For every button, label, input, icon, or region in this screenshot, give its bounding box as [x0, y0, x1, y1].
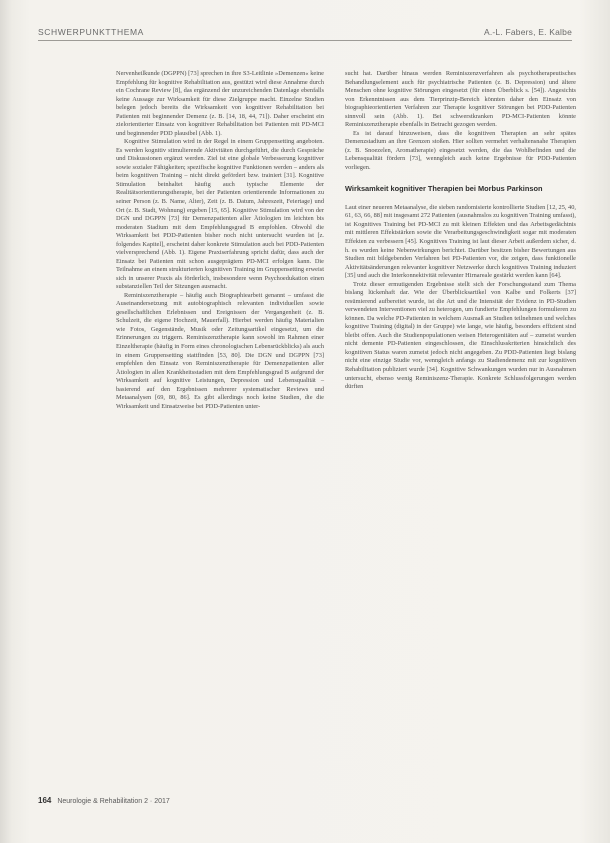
paragraph: Reminiszenztherapie – häufig auch Biographiearbeit genannt – umfasst die Auseinandersetzung mit autobiographisch relevanten individuellen sowie gesellschaftlichen Erlebnissen und Ereignissen der Vergangenheit (z. B. Schulzeit, die eigene Hochzeit, Mauerfall). Hierbei werden häufig Materialien wie Fotos, Gegenstände, Musik oder Zeitungsartikel eingesetzt, um die Erinnerungen zu triggern. Reminiszenztherapie kann sowohl im Rahmen einer Einzeltherapie (häufig in Form eines chronologischen Lebensrückblicks) als auch in einem Gruppensetting stattfinden [53, 80]. Die DGN und DGPPN [73] empfehlen den Einsatz von Reminiszenztherapie für Demenzpatienten aller Ätiologien in allen Krankheitsstadien mit dem Empfehlungsgrad B aufgrund der Wirksamkeit auf kognitive Leistungen, Depression und Lebensqualität – basierend auf den Ergebnissen mehrerer systematischer Reviews und Metaanalysen [69, 80, 86]. Es gibt allerdings noch keine Studien, die die Wirksamkeit und Einsatzweise bei PDD-Patienten unter- — [116, 291, 324, 410]
paragraph: Trotz dieser ermutigenden Ergebnisse stellt sich der Forschungsstand zum Thema bislang lückenhaft dar. Wie der Überblicksartikel von Kalbe und Folkerts [37] resümierend aufbereitet wurde, ist die Art und die Intensität der Evidenz in PD-Studien verwendeten Interventionen viel zu heterogen, um fundierte Empfehlungen formulieren zu können. Da welche PD-Patienten in welchem Ausmaß an Studien teilnehmen und welches kognitive Training (digital) in der Gruppe) wie lange, wie häufig, besonders effizient sind bleibt offen. Auch die Studienpopulationen weisen Heterogenitäten auf – zumeist wurden nicht demente PD-Patienten eingeschlossen, die Einschlusskriterien hinsichtlich des kognitiven Status waren zumeist jedoch nicht angegeben. Zu PDD-Patienten liegt bislang nicht eine einzige Studie vor, wenngleich anfangs zu Stadiendemenz mit zur kognitiven Rehabilitation publiziert wurde [34]. Kognitive Schwankungen wurden nur in Ausnahmen untersucht, ebenso wenig Reminiszenz-Therapie. Konkrete Schlussfolgerungen werden dürften — [345, 280, 576, 391]
page-fold-shadow — [0, 0, 12, 843]
author-names: A.-L. Fabers, E. Kalbe — [483, 27, 572, 37]
right-column — [345, 70, 576, 392]
left-column — [116, 70, 324, 411]
paragraph: Kognitive Stimulation wird in der Regel in einem Gruppensetting angeboten. Es werden kognitiv stimulierende Aktivitäten durchgeführt, die durch Gespräche und Diskussionen ergänzt werden. Ziel ist eine globale Verbesserung kognitiver sowie sozialer Fähigkeiten; spezifische kognitive Funktionen werden – anders als beim kognitiven Training – nicht direkt gefördert bzw. trainiert [31]. Kognitive Stimulation beinhaltet häufig auch typische Elemente der Realitätsorientierungstherapie, bei der Patienten orientierende Informationen zu seiner Person (z. B. Name, Alter), Zeit (z. B. Datum, Jahreszeit, Feiertage) und Ort (z. B. Stadt, Wohnung) ergeben [15, 65]. Kognitive Stimulation wird von der DGN und DGPPN [73] für Demenzpatienten aller Ätiologien im leichten bis moderaten Stadium mit dem Empfehlungsgrad B empfohlen. Obwohl die Wirksamkeit bei PDD-Patienten bisher noch nicht untersucht wurden ist [z. folgendes Kapitel], erscheint daher konkrete Stimulation auch bei PDD-Patienten vielversprechend (Abb. 1). Eigene Praxiserfahrung spricht dafür, dass auch der Einsatz bei Patienten mit schon ausgeprägtem PD-MCI erfolgen kann. Die Teilnahme an einem strukturierten kognitiven Training im Gruppensetting erweist sich in unserer Praxis als förderlich, insbesondere wenn Psychoedukation einen substanziellen Teil der Sitzungen ausmacht. — [116, 138, 324, 291]
paragraph: Es ist darauf hinzuweisen, dass die kognitiven Therapien an sehr spätes Demenzstadium an ihre Grenzen stoßen. Hier sollten vermehrt verhaltensnahe Therapien (z. B. Snoezelen, Aromatherapie) eingesetzt werden, die das Wohlbefinden und die Lebensqualität fördern [73], wenngleich auch keine Ergebnisse für PDD-Patienten vorliegen. — [345, 129, 576, 171]
journal-name: Neurologie & Rehabilitation 2 · 2017 — [57, 798, 170, 805]
page-number: 164 — [38, 796, 52, 805]
section-heading: Wirksamkeit kognitiver Therapien bei Morbus Parkinson — [345, 184, 543, 194]
paragraph: Nervenheilkunde (DGPPN) [73] sprechen in ihre S3-Leitlinie »Demenzen« keine Empfehlung für kognitive Rehabilitation aus, gestützt wird diese Annahme durch ein Cochrane Review [8], das ergänzend der unzureichenden Datenlage ebenfalls keine Aussage zur Wirksamkeit für diese Zielgruppe macht. Einzelne Studien belegen jedoch bereits die Wirksamkeit von kognitiver Rehabilitation bei Patienten mit beginnender Demenz (z. B. [14, 18, 44, 71]). Daher erscheint ein zielorientierter Einsatz von kognitiver Rehabilitation bei Patienten mit PD-MCI und beginnender PDD plausibel (Abb. 1). — [116, 70, 324, 137]
running-header — [38, 27, 572, 41]
header-rule — [38, 40, 572, 41]
section-title: SCHWERPUNKTTHEMA — [38, 27, 144, 37]
paragraph: sucht hat. Darüber hinaus werden Reminiszenzverfahren als psychotherapeutisches Behandlungselement auch für psychiatrische Patienten (z. B. Depression) und ältere Menschen ohne kognitive Störungen eingesetzt (für einen Überblick s. [54]). Angesichts von Erkenntnissen aus dem Tierprinzip-Bereich könnten daher den Einsatz von biographieorientierten Verfahren zur Therapie kognitiver Störungen bei PDD-Patienten sinnvoll sein (Abb. 1). Bei schwerstkranken PD-MCI-Patienten könnte Reminiszenztherapie ebenfalls in Betracht gezogen werden. — [345, 70, 576, 129]
page-footer — [38, 796, 170, 805]
paragraph: Laut einer neueren Metaanalyse, die sieben randomisierte kontrollierte Studien [12, 25, 40, 61, 63, 66, 88] mit insgesamt 272 Patienten (ausnahmslos zu kognitiven Training umfasst), ist Kognitives Training bei PD-MCI zu mit kleinen Effekten und das Arbeitsgedächtnis mit mittleren Effektstärken sowie die Verarbeitungsgeschwindigkeit sogar mit moderaten Effekten zu verbessern [45]. Kognitives Training ist laut dieser Arbeit außerdem sicher, d. h. es wurden keine Nebenwirkungen berichtet. Darüber besitzen bisher Bewertungen aus Studien mit bildgebenden Verfahren bei PD-Patienten vor, die zeigen, dass funktionelle Aktivitätsänderungen relevanter kognitiver Netzwerke durch kognitives Training induziert [35] und auch die Interkonnektivität relevanter Hirnareale gestärkt werden kann [64]. — [345, 203, 576, 280]
